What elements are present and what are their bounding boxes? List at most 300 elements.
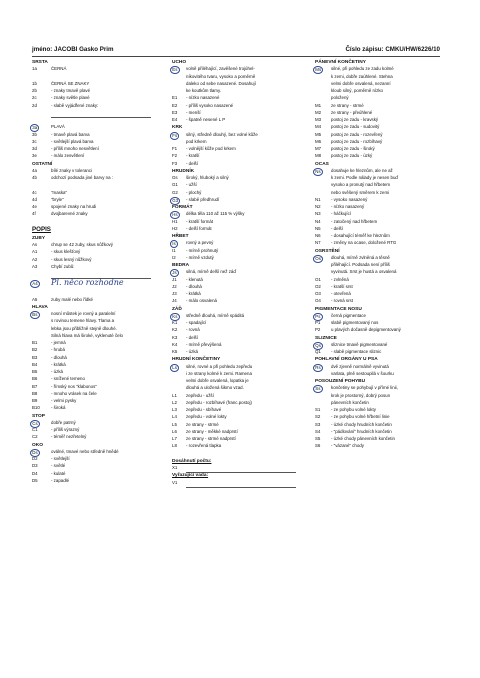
circled-code: Es bbox=[170, 66, 180, 74]
item-text: - delší formát bbox=[186, 225, 212, 231]
item-code: N6 bbox=[315, 233, 321, 238]
item-text: - příliš výrazný bbox=[51, 427, 80, 432]
item-code: 4e bbox=[32, 204, 37, 209]
item-text: - nízko nasazený bbox=[331, 204, 365, 209]
section-heading: STOP bbox=[32, 413, 45, 419]
section-heading: POPIS bbox=[32, 225, 51, 233]
item-code: C1 bbox=[32, 427, 38, 432]
item-text: krok je prostorný, dobrý posun bbox=[331, 392, 391, 398]
item-code: N2 bbox=[315, 204, 321, 209]
form-row bbox=[315, 154, 445, 161]
item-text: pod krkem bbox=[186, 138, 207, 144]
item-code: D5 bbox=[32, 477, 38, 483]
circled-code: Ns bbox=[313, 168, 323, 176]
circled-code: Ls bbox=[170, 364, 179, 372]
item-code: A2 bbox=[32, 256, 38, 262]
item-code: 4d bbox=[32, 196, 37, 202]
item-code: K4 bbox=[172, 341, 178, 347]
form-row bbox=[315, 328, 445, 335]
item-text: - úzká bbox=[186, 349, 198, 354]
item-text: délka těla 110 až 115 % výšky bbox=[186, 211, 245, 217]
section-heading: ZUBY bbox=[32, 235, 46, 241]
form-row bbox=[172, 198, 308, 205]
item-text: položený bbox=[331, 95, 349, 101]
item-code: B10 bbox=[32, 405, 40, 411]
item-text: - otevřená bbox=[331, 291, 351, 296]
item-code: N5 bbox=[315, 225, 321, 231]
item-text: - tmavě plavá barva bbox=[51, 131, 90, 137]
circled-code: Fs bbox=[170, 132, 179, 140]
form-row bbox=[32, 406, 172, 413]
item-text: ze strany - strmé bbox=[331, 102, 364, 108]
form-row bbox=[172, 481, 308, 488]
circled-code: Qs bbox=[313, 342, 323, 350]
item-text: níkovitého tvaru, vysoko a poměrně bbox=[186, 73, 256, 79]
record-number: Číslo zápisu: CMKU/HW/6226/10 bbox=[345, 46, 440, 53]
item-code: B1 bbox=[32, 340, 38, 345]
item-text: zepředu - volné lokty bbox=[186, 414, 227, 420]
item-text: - rozevřená tlapka bbox=[186, 443, 222, 449]
section-heading: OKO bbox=[32, 442, 43, 448]
item-text: velmi dobře osvalená, lopatka je bbox=[186, 378, 249, 383]
item-text: dvojbarevné znaky bbox=[51, 211, 88, 217]
item-text: - ze pohybu volné hřbetní linie bbox=[331, 414, 390, 420]
circled-code: Js bbox=[170, 269, 179, 277]
fill-line bbox=[186, 487, 296, 488]
section-heading: HRUDNÍ KONČETINY bbox=[172, 357, 221, 363]
item-text: - mnoho vrásek na čele bbox=[51, 390, 97, 396]
item-code: 1a bbox=[32, 66, 37, 72]
item-code: M1 bbox=[315, 102, 322, 108]
item-code: F2 bbox=[172, 153, 178, 159]
item-code: P2 bbox=[315, 327, 321, 333]
item-code: O4 bbox=[315, 298, 321, 304]
item-text: postoj ze zadu - široký bbox=[331, 146, 375, 151]
item-code: A3 bbox=[32, 263, 38, 269]
item-text: - delší bbox=[186, 160, 198, 166]
item-code: L1 bbox=[172, 392, 177, 398]
circled-code: Os bbox=[313, 255, 323, 263]
section-heading: OSTATNÍ bbox=[32, 161, 53, 167]
item-text: odchozí podsada jiné barvy na : bbox=[51, 175, 113, 180]
form-row bbox=[32, 227, 172, 236]
form-row bbox=[32, 154, 172, 161]
item-text: nebo svěšený směrem k zemi bbox=[331, 189, 390, 195]
item-text: - "pádlování" hrudních končetin bbox=[331, 428, 392, 434]
item-text: zepředu - sbíhavé bbox=[186, 407, 222, 412]
item-code: S6 bbox=[315, 443, 321, 449]
item-text: - nízko nasazené bbox=[186, 95, 220, 101]
item-code: B5 bbox=[32, 369, 38, 374]
item-code: 1b bbox=[32, 80, 37, 86]
item-code: 3e bbox=[32, 153, 37, 159]
item-text: - velmi pysky bbox=[51, 398, 77, 403]
form-row bbox=[32, 479, 172, 486]
item-text: - užší bbox=[186, 182, 197, 188]
item-text: postoj ze zadu - sudovitý bbox=[331, 124, 380, 130]
item-text: - rovná srst bbox=[331, 298, 353, 304]
item-text: pánevních končetin bbox=[331, 399, 369, 405]
item-text: - úzké chody hrudních končetin bbox=[331, 421, 392, 427]
form-row bbox=[315, 241, 445, 248]
item-text: - volnější kůže pod krkem bbox=[186, 146, 236, 151]
item-text: ČERNÁ SE ZNAKY bbox=[51, 80, 90, 86]
item-code: 4c bbox=[32, 189, 37, 195]
item-text: ze strany - přeúhlené bbox=[331, 109, 373, 115]
item-code: I1 bbox=[172, 247, 176, 253]
item-text: - kratší formát bbox=[186, 218, 214, 224]
section-heading: SRSTA bbox=[32, 60, 48, 65]
item-code: L5 bbox=[172, 421, 177, 427]
item-code: H2 bbox=[172, 225, 178, 231]
item-text: - změny na ocase, doložené RTG bbox=[331, 240, 397, 246]
section-heading: FORMÁT bbox=[172, 205, 193, 210]
item-code: 4f bbox=[32, 211, 36, 217]
item-code: J2 bbox=[172, 283, 177, 289]
item-code: B4 bbox=[32, 361, 38, 367]
item-code: M7 bbox=[315, 146, 322, 151]
item-text: - delší bbox=[331, 225, 343, 231]
item-text: dlouhá, mírně zvlněná a těsně bbox=[331, 254, 390, 260]
form-row bbox=[32, 265, 172, 272]
item-text: - "vázané" chody bbox=[331, 443, 364, 449]
item-text: - znaky tmavě plavé bbox=[51, 88, 91, 93]
item-code: D2 bbox=[32, 456, 38, 461]
item-code: 2b bbox=[32, 88, 37, 93]
column-left bbox=[32, 60, 172, 486]
form-row bbox=[315, 444, 445, 451]
item-code: K3 bbox=[172, 334, 178, 340]
item-code: D3 bbox=[32, 463, 38, 469]
circled-code: Ss bbox=[313, 385, 323, 393]
item-text: dvě zjevně normálně vyvinutá bbox=[331, 363, 389, 369]
section-heading: Dosáhnutí počtu: bbox=[172, 458, 212, 464]
item-text: - špatně nesené L P bbox=[186, 117, 226, 122]
item-text: - znaky světle plavé bbox=[51, 95, 90, 101]
item-code: 3c bbox=[32, 138, 37, 144]
item-text: varlata, plně sestoupilá v šourku bbox=[331, 370, 394, 376]
circled-code: A4 bbox=[30, 280, 40, 288]
item-code: G2 bbox=[172, 189, 178, 195]
item-code: M2 bbox=[315, 109, 322, 115]
item-text: - málo zesvětlení bbox=[51, 153, 85, 159]
item-text: - málo osvalená bbox=[186, 298, 217, 304]
section-heading: POSOUZENÍ POHYBU bbox=[315, 379, 366, 384]
item-text: vysoko a pronutý nad hřbetem bbox=[331, 182, 391, 188]
item-code: P1 bbox=[315, 320, 321, 325]
item-code: A1 bbox=[32, 249, 38, 255]
item-code: D4 bbox=[32, 470, 38, 476]
item-text: - kratší srst bbox=[331, 283, 353, 289]
item-text: - široká bbox=[51, 405, 66, 411]
item-code: L6 bbox=[172, 428, 177, 434]
item-code: K5 bbox=[172, 349, 178, 354]
item-text: dlouhá a uložená šikmo vzad. bbox=[186, 385, 244, 391]
item-text: dobře patrný bbox=[51, 419, 76, 425]
item-text: - úzké chody pánevních končetin bbox=[331, 436, 395, 441]
item-code: N7 bbox=[315, 240, 321, 246]
form-row bbox=[32, 212, 172, 219]
item-code: B2 bbox=[32, 347, 38, 353]
section-heading: SLIZNICE bbox=[315, 335, 337, 341]
item-text: - dlouhá bbox=[186, 283, 202, 289]
item-code: Gs bbox=[172, 175, 178, 180]
item-text: postoj ze zadu - kravský bbox=[331, 117, 379, 122]
section-heading: BEDRA bbox=[172, 263, 190, 268]
item-code: S3 bbox=[315, 421, 321, 427]
item-code: O3 bbox=[315, 291, 321, 296]
item-code: H1 bbox=[172, 218, 178, 224]
circled-code: Hs bbox=[170, 211, 180, 219]
item-code: L4 bbox=[172, 414, 177, 420]
form-row bbox=[32, 220, 172, 227]
form-row bbox=[32, 104, 172, 111]
item-code: S4 bbox=[315, 428, 321, 434]
item-text: - mírně prohnutý bbox=[186, 247, 219, 253]
item-code: M5 bbox=[315, 131, 322, 137]
item-text: - krátká bbox=[51, 361, 66, 367]
form-row bbox=[32, 435, 172, 442]
column-right bbox=[315, 60, 445, 452]
item-text: - světlejší plavá barva bbox=[51, 138, 94, 144]
item-text: "bryle" bbox=[51, 196, 64, 202]
item-text: silný, středně dlouhý, bez volné kůže bbox=[186, 131, 258, 137]
item-text: široký, hluboký a silný bbox=[186, 175, 229, 180]
item-code: J1 bbox=[172, 276, 177, 282]
form-row bbox=[32, 176, 172, 183]
item-text: - zvlněná bbox=[331, 276, 349, 282]
item-text: sliznice tmavě pigmentované bbox=[331, 341, 388, 347]
form-row bbox=[172, 118, 308, 125]
item-text: - příliš mnoho nesvětlení bbox=[51, 146, 99, 151]
section-heading: PIGMENTACE NOSU bbox=[315, 306, 362, 312]
circled-code: Ds bbox=[30, 449, 40, 457]
item-code: O1 bbox=[315, 276, 321, 282]
item-text: Silná hlava má široké, vyklenuté čelo bbox=[51, 332, 123, 338]
item-code: Q1 bbox=[315, 349, 321, 354]
section-heading: KRK bbox=[172, 125, 183, 131]
item-code: K2 bbox=[172, 327, 178, 333]
form-row bbox=[172, 227, 308, 234]
item-text: k zemi. Podle nálady je nesen buď bbox=[331, 175, 399, 180]
item-text: - jemná bbox=[51, 340, 66, 345]
form-row bbox=[315, 299, 445, 306]
circled-code: Ms bbox=[313, 66, 323, 74]
item-text: - kratší bbox=[186, 153, 200, 159]
item-code: M4 bbox=[315, 124, 322, 130]
item-text: k zemi, dobře zaúhlené. Stehna bbox=[331, 73, 393, 79]
item-text: ČERNÁ bbox=[51, 66, 67, 72]
item-text: - skus lesný nůžkový bbox=[51, 256, 92, 262]
item-code: 3d bbox=[32, 146, 37, 151]
item-text: - mírně vzdutý bbox=[186, 254, 214, 260]
item-text: zepředu - užší bbox=[186, 392, 214, 398]
item-code: N1 bbox=[315, 196, 321, 202]
handwritten-note: Pl. něco rozhodne bbox=[51, 278, 124, 288]
item-text: končetiny se pohybují v přímé linii, bbox=[331, 385, 398, 391]
item-code: A5 bbox=[32, 296, 38, 302]
item-text: středně dlouhá, mírně spáditá bbox=[186, 312, 245, 318]
form-row bbox=[172, 452, 308, 459]
item-code: E1 bbox=[172, 95, 178, 101]
item-text: - dosahující téměř ke hleznům bbox=[331, 233, 390, 238]
item-text: ze strany - strmé nadprstí bbox=[186, 436, 236, 441]
item-text: bílé znaky v toleranci bbox=[51, 167, 92, 173]
item-text: slabě pigmentovaný nos bbox=[331, 320, 379, 325]
item-text: postoj ze zadu - rozbíhavý bbox=[331, 138, 383, 144]
section-heading: UCHO bbox=[172, 60, 187, 65]
item-text: - slabě pigmentace sliznic bbox=[331, 349, 382, 354]
item-code: S5 bbox=[315, 436, 321, 441]
item-text: silná, mírně delší než záď bbox=[186, 269, 237, 275]
circled-code: Ks bbox=[170, 313, 180, 321]
item-code: I2 bbox=[172, 254, 176, 260]
item-code: J3 bbox=[172, 291, 177, 296]
item-text: - vysoko nasazený bbox=[331, 196, 368, 202]
item-text: - světlejší bbox=[51, 456, 70, 461]
item-text: - mírně převýšená bbox=[186, 341, 222, 347]
form-row bbox=[32, 279, 172, 290]
section-heading: PÁNEVNÍ KONČETINY bbox=[315, 60, 366, 65]
item-code: 2d bbox=[32, 102, 37, 108]
item-text: silné, rovné a při pohledu zepředu bbox=[186, 363, 253, 369]
item-text: - ze pohybu volné lokty bbox=[331, 407, 376, 412]
form-row bbox=[32, 67, 172, 74]
item-text: "maska" bbox=[51, 189, 68, 195]
item-code: N4 bbox=[315, 218, 321, 224]
item-code: J4 bbox=[172, 298, 177, 304]
form-row bbox=[32, 111, 172, 118]
item-text: ze strany - strmé bbox=[186, 421, 219, 427]
item-text: - spadající bbox=[186, 320, 207, 325]
item-code: C2 bbox=[32, 434, 38, 440]
circled-code: Is bbox=[170, 240, 178, 248]
item-text: vyvinutá. Srst je hustá a osvalená bbox=[331, 269, 397, 275]
item-text: - světlé bbox=[51, 463, 66, 469]
item-code: E2 bbox=[172, 102, 178, 108]
item-text: - skus klešťový bbox=[51, 249, 81, 255]
item-text: - klenutá bbox=[186, 276, 203, 282]
item-text: ke koutkům tlamy. bbox=[186, 88, 222, 93]
item-text: lebka jsou přibližně stejně dlouhé. bbox=[51, 325, 117, 331]
item-text: - krátká bbox=[186, 291, 201, 296]
form-row bbox=[172, 162, 308, 169]
dog-name: jméno: JACOBI Gasko Prim bbox=[32, 46, 114, 53]
item-code: L8 bbox=[172, 443, 177, 449]
item-text: s rovinou temene hlavy. Tlama a bbox=[51, 318, 115, 324]
item-code: G1 bbox=[172, 182, 178, 188]
item-text: i ze strany kolmé k zemi. Ramena bbox=[186, 370, 252, 376]
section-heading: HLAVA bbox=[32, 304, 48, 310]
item-code: X1 bbox=[172, 465, 178, 470]
item-text: kloub silný, poměrně nízko bbox=[331, 88, 383, 93]
item-text: spojené znaky na hrudi bbox=[51, 204, 97, 209]
item-code: 3b bbox=[32, 131, 37, 137]
item-text: rovný a pevný bbox=[186, 240, 214, 246]
item-code: B9 bbox=[32, 398, 38, 403]
section-heading: Vyřazující vada: bbox=[172, 473, 209, 479]
section-heading: HŘBET bbox=[172, 234, 189, 239]
item-text: chrup se 42 zuby, skus nůžkový bbox=[51, 242, 113, 247]
item-text: - zapadlé bbox=[51, 477, 70, 483]
item-text: postoj ze zadu - úzký bbox=[331, 153, 373, 159]
circled-code: Cs bbox=[30, 420, 40, 428]
item-text: volně přiléhající, zavěšené trojúhel- bbox=[186, 66, 255, 72]
item-code: L7 bbox=[172, 436, 177, 441]
form-row bbox=[172, 299, 308, 306]
form-row bbox=[32, 298, 172, 305]
item-code: B6 bbox=[32, 376, 38, 382]
item-text: velmi dobře osvalená, nezanní bbox=[331, 80, 391, 86]
item-code: 2c bbox=[32, 95, 37, 101]
item-code: 4a bbox=[32, 167, 37, 173]
item-text: postoj ze zadu - rozevřený bbox=[331, 131, 383, 137]
section-heading: HRUDNÍK bbox=[172, 168, 195, 174]
item-text: - téměř nezřetelný bbox=[51, 434, 87, 440]
item-text: nosní můstek je rovný a paralelní bbox=[51, 311, 116, 316]
section-heading: OCAS bbox=[315, 161, 329, 167]
item-text: - zatočený nad hřbetem bbox=[331, 218, 378, 224]
item-text: - plochý bbox=[186, 189, 202, 195]
item-text: - úzká bbox=[51, 369, 63, 374]
item-code: B8 bbox=[32, 390, 38, 396]
item-code: E3 bbox=[172, 109, 178, 115]
section-heading: POHLAVNÍ ORGÁNY U PSA bbox=[315, 357, 378, 363]
item-code: L2 bbox=[172, 399, 177, 405]
item-text: u plavých dočasně depigmentovaný bbox=[331, 327, 401, 333]
circled-code: Rs bbox=[313, 364, 323, 372]
item-code: F3 bbox=[172, 160, 178, 166]
item-code: N3 bbox=[315, 211, 321, 217]
item-text: přiléhající. Podsada není příliš bbox=[331, 262, 390, 267]
form-row bbox=[172, 444, 308, 451]
circled-code: G3 bbox=[170, 197, 180, 205]
item-text: Chybí zubů: bbox=[51, 263, 75, 269]
item-text: - římský nos "klabonos" bbox=[51, 383, 97, 389]
circled-code: Bs bbox=[30, 311, 40, 319]
header-divider bbox=[32, 56, 440, 57]
item-code: V1 bbox=[172, 479, 178, 485]
column-middle bbox=[172, 60, 308, 488]
item-text: - slabě vyjádřené znaky: bbox=[51, 102, 99, 108]
item-text: PLAVÁ bbox=[51, 124, 65, 130]
form-row bbox=[172, 459, 308, 466]
item-code: F1 bbox=[172, 146, 178, 151]
item-code: M8 bbox=[315, 153, 322, 159]
item-text: silné, při pohledu ze zadu kolmé bbox=[331, 66, 394, 72]
item-code: M3 bbox=[315, 117, 322, 122]
item-code: O2 bbox=[315, 283, 321, 289]
item-text: - příliš vysoko nasazené bbox=[186, 102, 234, 108]
item-code: B7 bbox=[32, 383, 38, 389]
item-text: zuby malé nebo řídké bbox=[51, 296, 93, 302]
circled-code: Ps bbox=[313, 313, 323, 321]
item-text: daleko od sebe nasazené. Dosahují bbox=[186, 80, 256, 86]
item-code: S2 bbox=[315, 414, 321, 420]
item-text: - háčkující bbox=[331, 211, 352, 217]
item-code: 4b bbox=[32, 175, 37, 180]
item-text: černá pigmentace bbox=[331, 312, 366, 318]
item-text: zepředu - rozbíhavé (franc.postoj) bbox=[186, 399, 252, 405]
form-row bbox=[315, 372, 445, 379]
item-text: ze strany - měkké nadprstí bbox=[186, 428, 238, 434]
form-row bbox=[172, 256, 308, 263]
item-text: - snížené temeno bbox=[51, 376, 85, 382]
item-text: oválné, tmavé nebo středně hnědé bbox=[51, 448, 119, 454]
item-text: - slabě předhrudí bbox=[186, 196, 220, 202]
item-text: - kulaté bbox=[51, 470, 66, 476]
circled-code: 3a bbox=[30, 124, 39, 132]
